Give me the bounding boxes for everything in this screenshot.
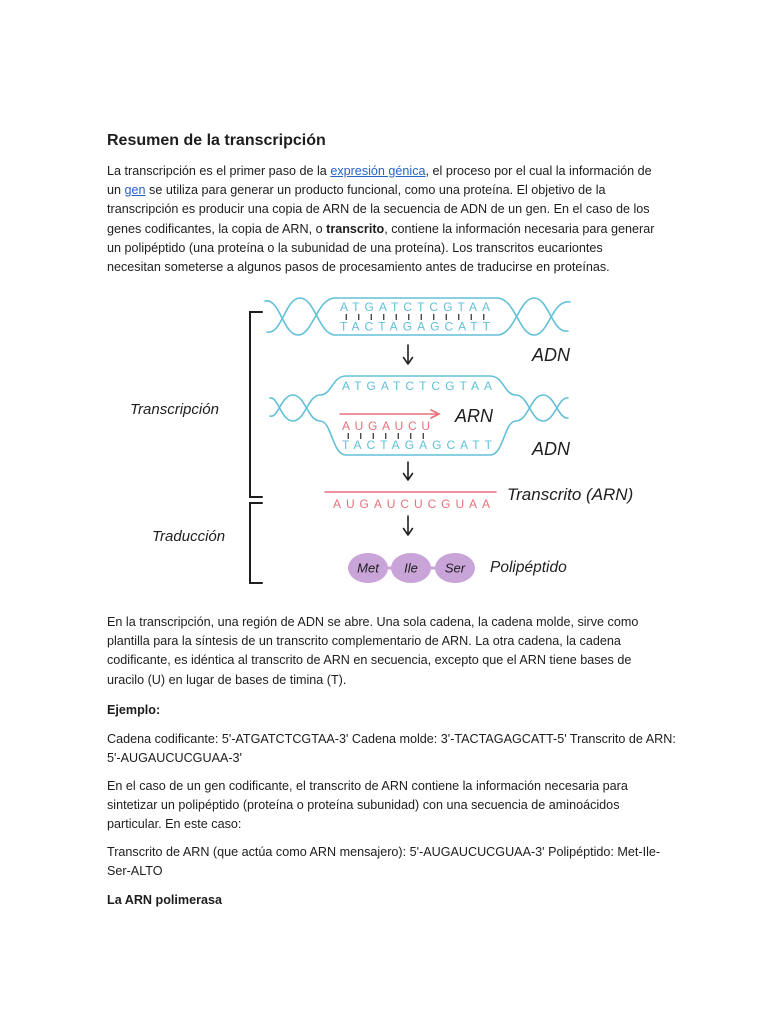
page-title: Resumen de la transcripción <box>107 132 326 149</box>
dna-coding-strand-sequence: ATGATCTCGTAA <box>340 300 490 314</box>
dna-double-helix <box>265 298 570 335</box>
arrow-down-icon <box>404 462 413 480</box>
paragraph-line: particular. En este caso: <box>107 817 242 832</box>
dna-template-strand-sequence: TACTAGAGCATT <box>342 438 492 452</box>
dna-coding-strand-sequence: ATGATCTCGTAA <box>342 379 492 393</box>
paragraph-line: codificante, es idéntica al transcrito de ARN en secuencia, excepto que el ARN tiene bases de <box>107 653 632 668</box>
polypeptide <box>348 553 475 583</box>
rna-synthesis-arrow-icon <box>340 410 439 418</box>
paragraph-text: un <box>107 183 125 198</box>
paragraph-text: , el proceso por el cual la información de <box>425 164 652 178</box>
link-expresion-genica[interactable]: expresión génica <box>330 164 426 178</box>
paragraph-line: Ejemplo: <box>107 703 161 717</box>
paragraph-line: un polipéptido (una proteína o la subunidad de una proteína). Los transcritos eucariontes <box>107 240 603 255</box>
paragraph-line: uracilo (U) en lugar de bases de timina (T). <box>107 672 347 687</box>
arn-label: ARN <box>455 406 494 426</box>
amino-acid-label: Ile <box>404 560 418 576</box>
paragraph-line <box>107 220 654 239</box>
rna-transcript <box>325 492 496 511</box>
paragraph-text: , contiene la información necesaria para generar <box>384 221 655 236</box>
paragraph-line: En la transcripción, una región de ADN se abre. Una sola cadena, la cadena molde, sirve como <box>107 615 639 629</box>
paragraph <box>107 843 660 881</box>
paragraph-line: transcripción es producir una copia de ARN de la secuencia de ADN de un gen. En el caso de los <box>107 202 650 217</box>
adn-label: ADN <box>532 439 571 459</box>
adn-label: ADN <box>532 345 571 365</box>
rna-transcript-sequence: AUGAUCUCGUAA <box>333 497 490 511</box>
polipeptido-label: Polipéptido <box>490 559 567 576</box>
paragraph <box>107 730 676 768</box>
transcription-bracket <box>250 312 262 497</box>
paragraph-line: Cadena codificante: 5'-ATGATCTCGTAA-3' Cadena molde: 3'-TACTAGAGCATT-5' Transcrito de ARN: <box>107 732 676 746</box>
paragraph-text: La transcripción es el primer paso de la <box>107 164 331 178</box>
paragraph-line: plantilla para la síntesis de un transcrito complementario de ARN. La otra cadena, la cadena <box>107 634 621 649</box>
amino-acid-label: Ser <box>444 560 466 576</box>
term-transcrito: transcrito <box>326 221 385 236</box>
section-subheading <box>107 891 222 910</box>
example-heading <box>107 701 160 720</box>
transcription-label: Transcripción <box>130 401 219 418</box>
paragraph-line: La ARN polimerasa <box>107 893 223 907</box>
paragraph-line: necesitan someterse a algunos pasos de procesamiento antes de traducirse en proteínas. <box>107 259 610 274</box>
dna-transcription-bubble <box>270 376 568 455</box>
link-gen[interactable]: gen <box>124 183 146 198</box>
paragraph-line: Transcrito de ARN (que actúa como ARN mensajero): 5'-AUGAUCUCGUAA-3' Polipéptido: Met-Ile- <box>107 845 661 859</box>
transcription-diagram <box>120 285 650 595</box>
paragraph <box>107 613 638 690</box>
paragraph-line: En el caso de un gen codificante, el transcrito de ARN contiene la información necesaria para <box>107 779 628 793</box>
paragraph-line <box>107 162 654 181</box>
arrow-down-icon <box>404 345 413 364</box>
paragraph-line <box>107 181 654 200</box>
paragraph-text: genes codificantes, la copia de ARN, o <box>107 221 327 236</box>
arrow-down-icon <box>404 516 413 535</box>
paragraph-line: Ser-ALTO <box>107 864 163 879</box>
amino-acid-label: Met <box>357 560 379 576</box>
intro-paragraph <box>107 162 654 277</box>
transcrito-label: Transcrito (ARN) <box>507 485 634 504</box>
paragraph-text: se utiliza para generar un producto funcional, como una proteína. El objetivo de la <box>145 183 606 198</box>
rna-partial-sequence: AUGAUCU <box>342 419 430 433</box>
translation-bracket <box>250 503 262 583</box>
paragraph-line: sintetizar un polipéptido (proteína o proteína subunidad) con una secuencia de aminoácidos <box>107 798 620 813</box>
paragraph-line: 5'-AUGAUCUCGUAA-3' <box>107 751 242 766</box>
paragraph <box>107 777 628 835</box>
dna-template-strand-sequence: TACTAGAGCATT <box>340 319 490 334</box>
translation-label: Traducción <box>152 528 226 545</box>
